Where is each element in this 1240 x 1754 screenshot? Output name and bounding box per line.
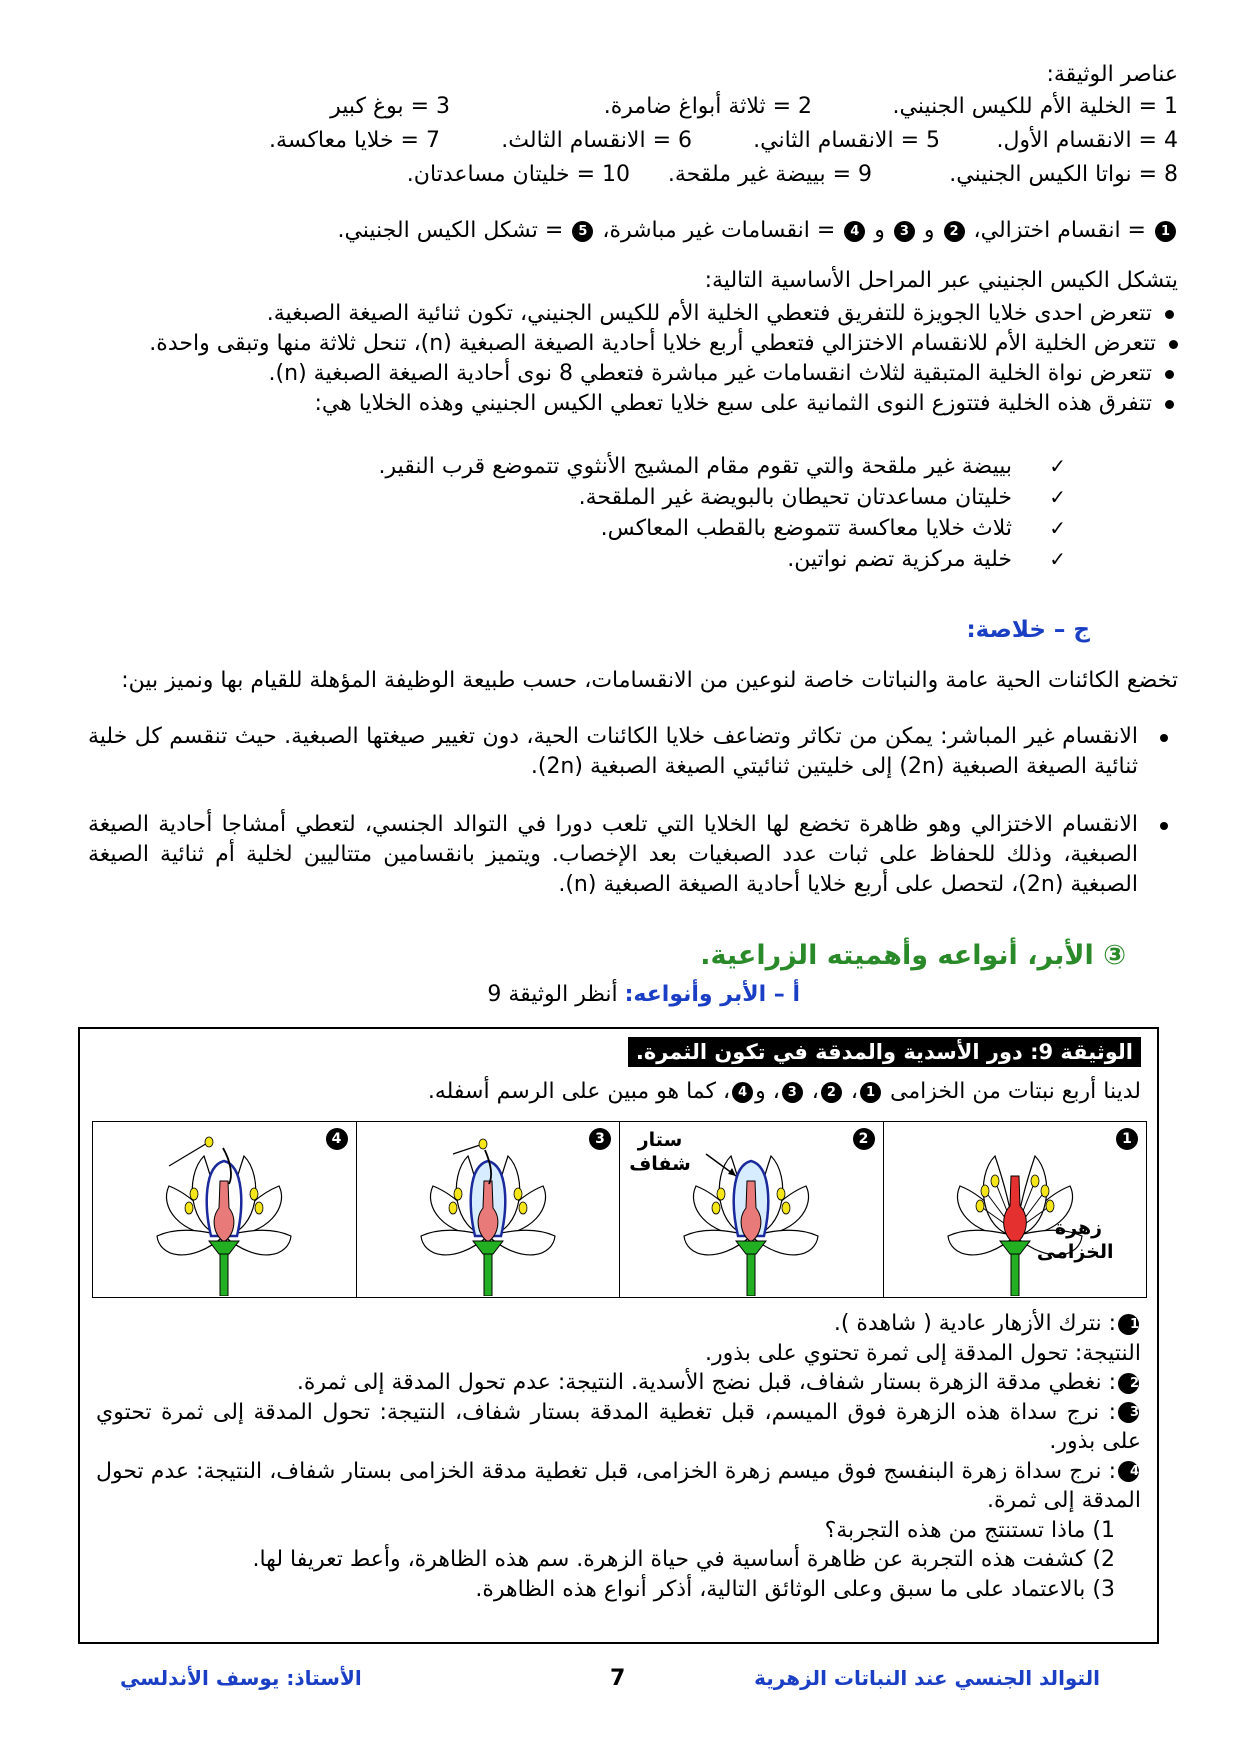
flower-panels (92, 1121, 1147, 1298)
number-badge-1: 1 (860, 1082, 881, 1103)
check-icon: ✓ (1049, 547, 1066, 571)
experiment-1-result: النتيجة: تحول المدقة إلى ثمرة تحتوي على بذور. (704, 1340, 1141, 1366)
question-1: 1) ماذا تستنتج من هذه التجربة؟ (824, 1517, 1115, 1543)
flower-panel-4 (93, 1122, 356, 1297)
number-badge-3: 3 (894, 221, 915, 242)
check-item-text: بييضة غير ملقحة والتي تقوم مقام المشيج الأنثوي تتموضع قرب النقير. (378, 454, 1012, 479)
experiment-text: : نرج سداة هذه الزهرة فوق الميسم، قبل تغطية المدقة بستار شفاف، النتيجة: تحول المدقة إلى ثمرة تحتوي على بذور. (96, 1399, 1141, 1454)
panel-label-cover: ستار شفاف (629, 1129, 691, 1175)
legend-text-3: = تشكل الكيس الجنيني. (337, 218, 564, 243)
section3-subheading: أ – الأبر وأنواعه: (624, 982, 800, 1007)
number-badge-3: 3 (1118, 1402, 1139, 1423)
check-item (172, 513, 1072, 544)
element-5: 5 = الانقسام الثاني. (753, 128, 940, 153)
number-badge-1: 1 (1155, 221, 1176, 242)
summary-point: الانقسام الاختزالي وهو ظاهرة تخضع لها الخلايا التي تلعب دورا في التوالد الجنسي، لتعطي أمشاجا أحادية الصيغة الصبغية، وذلك للحفاظ على ثبات عدد الصبغيات بعد الإخصاب. ويتميز بانقسامين متتاليين لخلية أم ثنائية الصيغة الصبغية (2n)، لتحصل على أربع خلايا أحادية الصيغة الصبغية (n). (88, 810, 1178, 900)
check-item (172, 451, 1072, 482)
flower-panel-1 (883, 1122, 1147, 1297)
element-6: 6 = الانقسام الثالث. (501, 128, 692, 153)
number-badge-2: 2 (944, 221, 965, 242)
stage-item: تتعرض احدى خلايا الجويزة للتفريق فتعطي الخلية الأم للكيس الجنيني، تكون ثنائية الصيغة الصبغية. (88, 299, 1178, 329)
section3-subtext: أنظر الوثيقة 9 (487, 982, 618, 1007)
element-8: 8 = نواتا الكيس الجنيني. (949, 162, 1178, 187)
section3-subheading-row (487, 980, 800, 1010)
intro-tail: ، كما هو مبين على الرسم أسفله. (427, 1079, 731, 1104)
document9-title: الوثيقة 9: دور الأسدية والمدقة في تكون الثمرة. (628, 1037, 1141, 1067)
summary-intro: تخضع الكائنات الحية عامة والنباتات خاصة لنوعين من الانقسامات، حسب طبيعة الوظيفة المؤهلة للقيام بها ونميز بين: (121, 668, 1178, 693)
legend-text-2: = انقسامات غير مباشرة، (602, 218, 836, 243)
experiment-1 (96, 1309, 1141, 1339)
panel-number-1: 1 (1116, 1128, 1138, 1150)
element-9: 9 = بييضة غير ملقحة. (667, 162, 872, 187)
experiment-2 (96, 1368, 1141, 1398)
number-badge-4: 4 (844, 221, 865, 242)
element-7: 7 = خلايا معاكسة. (269, 128, 440, 153)
footer-author: الأستاذ: يوسف الأندلسي (120, 1666, 362, 1690)
summary-point: الانقسام غير المباشر: يمكن من تكاثر وتضاعف خلايا الكائنات الحية، دون تغيير صيغتها الصبغية. حيث تنقسم كل خلية ثنائية الصيغة الصبغية (2n) إلى خليتين ثنائيتي الصيغة الصبغية (2n). (88, 722, 1178, 782)
experiment-text: : نرج سداة زهرة البنفسج فوق ميسم زهرة الخزامى، قبل تغطية مدقة الخزامى بستار شفاف، النتيجة: عدم تحول المدقة إلى ثمرة. (96, 1458, 1141, 1513)
flower-panel-3 (356, 1122, 620, 1297)
document9-experiments (96, 1309, 1141, 1604)
summary-points (88, 722, 1178, 900)
experiment-text: : نترك الأزهار عادية ( شاهدة ). (833, 1311, 1116, 1336)
page-number: 7 (610, 1666, 626, 1691)
check-item-text: خلية مركزية تضم نواتين. (787, 547, 1012, 572)
stages-intro: يتشكل الكيس الجنيني عبر المراحل الأساسية التالية: (704, 268, 1178, 293)
number-badge-3: 3 (782, 1082, 803, 1103)
stage-item: تتفرق هذه الخلية فتتوزع النوى الثمانية على سبع خلايا تعطي الكيس الجنيني وهذه الخلايا هي: (88, 389, 1178, 419)
elements-legend (337, 216, 1178, 246)
number-badge-2: 2 (821, 1082, 842, 1103)
question-2: 2) كشفت هذه التجربة عن ظاهرة أساسية في حياة الزهرة. سم هذه الظاهرة، وأعط تعريفا لها. (252, 1547, 1115, 1572)
number-badge-4: 4 (1118, 1461, 1139, 1482)
experiment-3 (96, 1398, 1141, 1457)
intro-text: لدينا أربع نبتات من الخزامى (890, 1079, 1141, 1104)
number-badge-1: 1 (1118, 1314, 1139, 1335)
check-item-text: خليتان مساعدتان تحيطان بالبويضة غير الملقحة. (578, 485, 1012, 510)
check-item-text: ثلاث خلايا معاكسة تتموضع بالقطب المعاكس. (600, 516, 1012, 541)
document9-box (78, 1027, 1159, 1644)
panel-number-2: 2 (853, 1128, 875, 1150)
cells-checklist (172, 451, 1072, 575)
check-item (172, 482, 1072, 513)
number-badge-5: 5 (572, 221, 593, 242)
stage-item: تتعرض نواة الخلية المتبقية لثلاث انقسامات غير مباشرة فتعطي 8 نوى أحادية الصيغة الصبغية (n). (88, 359, 1178, 389)
panel-number-3: 3 (589, 1128, 611, 1150)
legend-and-2: و (874, 218, 885, 243)
check-icon: ✓ (1049, 516, 1066, 540)
question-3: 3) بالاعتماد على ما سبق وعلى الوثائق التالية، أذكر أنواع هذه الظاهرة. (475, 1576, 1115, 1602)
summary-heading: ج – خلاصة: (966, 617, 1090, 643)
document9-intro: لدينا أربع نبتات من الخزامى 1، 2، 3، و4، كما هو مبين على الرسم أسفله. (427, 1079, 1141, 1104)
panel-number-4: 4 (326, 1128, 348, 1150)
check-icon: ✓ (1049, 485, 1066, 509)
intro-and: و (755, 1079, 766, 1104)
experiment-text: : نغطي مدقة الزهرة بستار شفاف، قبل نضج الأسدية. النتيجة: عدم تحول المدقة إلى ثمرة. (296, 1370, 1116, 1395)
element-2: 2 = ثلاثة أبواغ ضامرة. (603, 94, 812, 119)
flower-cross-pollinated-illustration (149, 1136, 299, 1296)
check-item (172, 544, 1072, 575)
legend-text-1: = انقسام اختزالي، (973, 218, 1146, 243)
check-icon: ✓ (1049, 454, 1066, 478)
element-1: 1 = الخلية الأم للكيس الجنيني. (892, 94, 1178, 119)
panel-label-flower: زهرة الخزامى (1036, 1217, 1114, 1263)
flower-pollinated-illustration (413, 1136, 563, 1296)
number-badge-2: 2 (1118, 1373, 1139, 1394)
doc-elements-title: عناصر الوثيقة: (1046, 62, 1178, 87)
element-10: 10 = خليتان مساعدتان. (406, 162, 630, 187)
experiment-4 (96, 1457, 1141, 1516)
stage-item: تتعرض الخلية الأم للانقسام الاختزالي فتعطي أربع خلايا أحادية الصيغة الصبغية (n)، تنحل ثلاثة منها وتبقى واحدة. (88, 329, 1182, 359)
footer-title: التوالد الجنسي عند النباتات الزهرية (754, 1666, 1100, 1690)
legend-and-1: و (923, 218, 935, 243)
element-4: 4 = الانقسام الأول. (996, 128, 1178, 153)
section3-heading: ③ الأبر، أنواعه وأهميته الزراعية. (700, 940, 1126, 971)
stages-list (88, 299, 1178, 419)
flower-panel-2 (619, 1122, 883, 1297)
element-3: 3 = بوغ كبير (330, 94, 450, 119)
number-badge-4: 4 (732, 1082, 753, 1103)
